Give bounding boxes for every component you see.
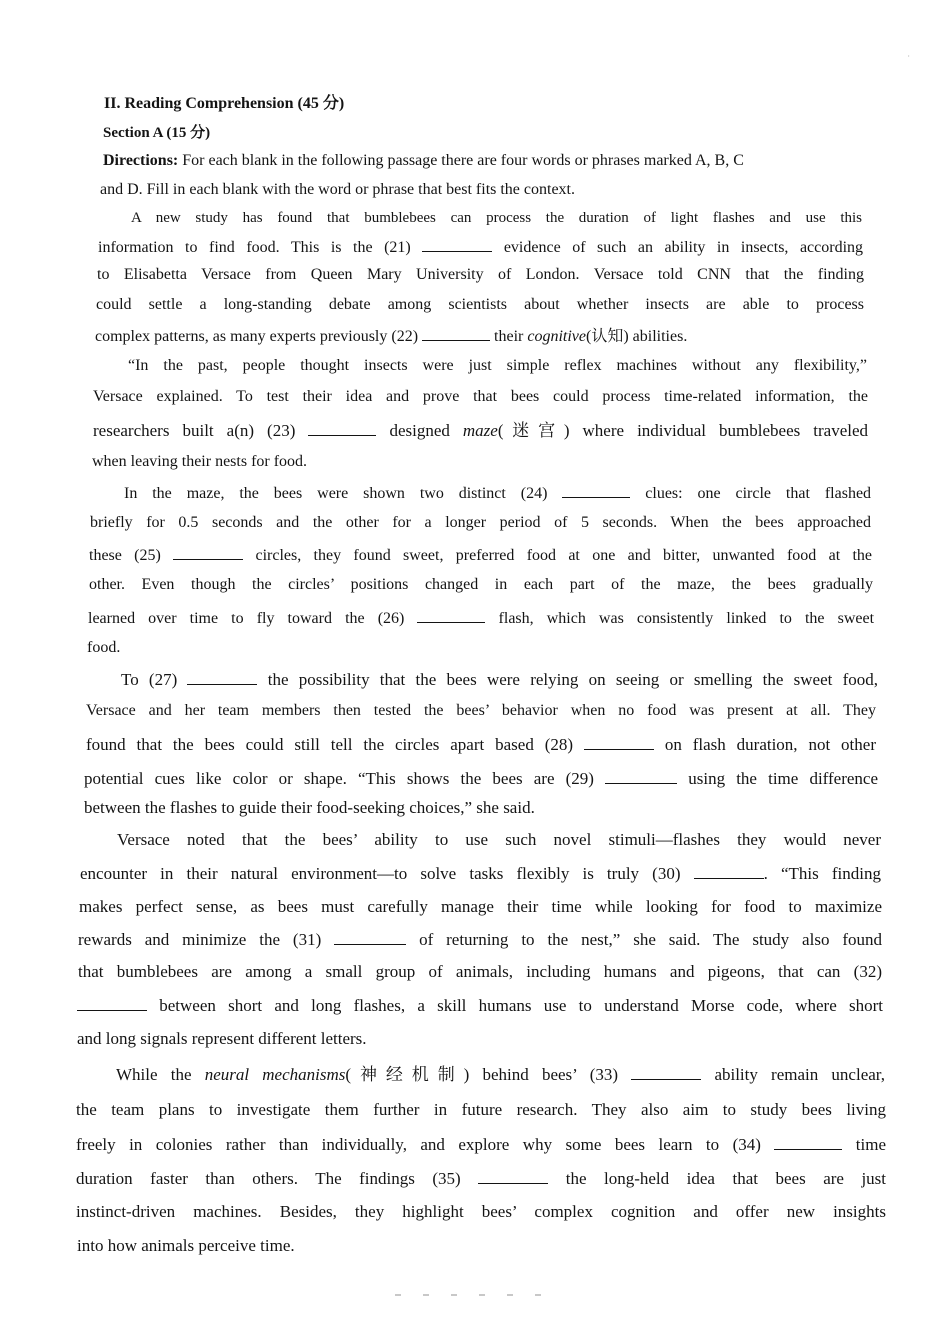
passage-line: In the maze, the bees were shown two distinct (24) clues: one circle that flashed (124, 482, 871, 504)
blank-31[interactable] (334, 929, 406, 945)
passage-line: learned over time to fly toward the (26) flash, which was consistently linked to the sweet (88, 607, 874, 629)
blank-28[interactable] (584, 734, 654, 750)
blank-29[interactable] (605, 768, 677, 784)
passage-line: into how animals perceive time. (77, 1236, 295, 1255)
passage-line: other. Even though the circles’ positions changed in each part of the maze, the bees gradually (89, 576, 873, 593)
passage-line: instinct-driven machines. Besides, they highlight bees’ complex cognition and offer new insights (76, 1202, 886, 1221)
passage-line: that bumblebees are among a small group of animals, including humans and pigeons, that can (32) (78, 962, 882, 981)
blank-26[interactable] (417, 607, 485, 623)
blank-21[interactable] (422, 236, 492, 252)
passage-line: freely in colonies rather than individually, and explore why some bees learn to (34) time (76, 1135, 887, 1154)
blank-25[interactable] (173, 544, 243, 560)
passage-line: complex patterns, as many experts previously (22) their cognitive(认知) abilities. (95, 325, 687, 347)
passage-line: between short and long flashes, a skill humans use to understand Morse code, where short (77, 995, 883, 1016)
passage-line: the team plans to investigate them further in future research. They also aim to study bees living (76, 1100, 886, 1119)
subsection-heading: Section A (15 分) (103, 125, 211, 141)
passage-line: rewards and minimize the (31) of returning to the nest,” she said. The study also found (78, 930, 883, 949)
passage-line: While the neural mechanisms(神经机制) behind bees’ (33) ability remain unclear, (116, 1065, 886, 1084)
passage-line: these (25) circles, they found sweet, preferred food at one and bitter, unwanted food at the (89, 544, 872, 566)
passage-line: A new study has found that bumblebees can process the duration of light flashes and use this (131, 210, 862, 226)
passage-line: encounter in their natural environment—to solve tasks flexibly is truly (30) . “This finding (80, 864, 881, 883)
footer-scan-marks (395, 1294, 595, 1300)
margin-mark: · (907, 52, 910, 61)
passage-line: Versace and her team members then tested the bees’ behavior when no food was present at all. They (86, 702, 876, 719)
blank-33[interactable] (631, 1064, 701, 1080)
directions-line-2: and D. Fill in each blank with the word or phrase that best fits the context. (100, 181, 575, 198)
blank-35[interactable] (478, 1168, 548, 1184)
passage-line: potential cues like color or shape. “This shows the bees are (29) using the time difference (84, 769, 879, 788)
passage-line: researchers built a(n) (23) designed maze(迷宫) where individual bumblebees traveled (93, 421, 869, 440)
blank-24[interactable] (562, 482, 630, 498)
passage-line: Versace noted that the bees’ ability to use such novel stimuli—flashes they would never (117, 830, 881, 849)
blank-23[interactable] (308, 420, 376, 436)
passage-line: briefly for 0.5 seconds and the other for a longer period of 5 seconds. When the bees approached (90, 514, 871, 531)
blank-30[interactable] (694, 863, 764, 879)
blank-27[interactable] (187, 669, 257, 685)
section-heading: II. Reading Comprehension (45 分) (104, 95, 345, 112)
passage-line: could settle a long-standing debate among scientists about whether insects are able to process (96, 296, 864, 313)
passage-line: food. (87, 639, 121, 656)
passage-line: “In the past, people thought insects were just simple reflex machines without any flexibility,” (128, 357, 867, 374)
directions-text: For each blank in the following passage there are four words or phrases marked A, B, C (178, 152, 744, 169)
passage-line: Versace explained. To test their idea and prove that bees could process time-related information, the (93, 388, 868, 405)
passage-line: found that the bees could still tell the circles apart based (28) on flash duration, not other (86, 735, 876, 754)
passage-line: when leaving their nests for food. (92, 453, 308, 470)
blank-34[interactable] (774, 1134, 842, 1150)
passage-line: makes perfect sense, as bees must carefully manage their time while looking for food to maximize (79, 897, 882, 916)
passage-line: information to find food. This is the (21) evidence of such an ability in insects, according (98, 236, 863, 258)
passage-line: To (27) the possibility that the bees were relying on seeing or smelling the sweet food, (121, 670, 878, 689)
passage-line: between the flashes to guide their food-seeking choices,” she said. (84, 798, 535, 817)
blank-32[interactable] (77, 995, 147, 1011)
blank-22[interactable] (422, 325, 490, 341)
passage-line: to Elisabetta Versace from Queen Mary University of London. Versace told CNN that the finding (97, 266, 864, 283)
passage-line: and long signals represent different letters. (77, 1029, 367, 1048)
directions-label: Directions: (103, 152, 179, 169)
directions-line-1 (103, 151, 744, 171)
passage-line: duration faster than others. The findings (35) the long-held idea that bees are just (76, 1169, 887, 1188)
